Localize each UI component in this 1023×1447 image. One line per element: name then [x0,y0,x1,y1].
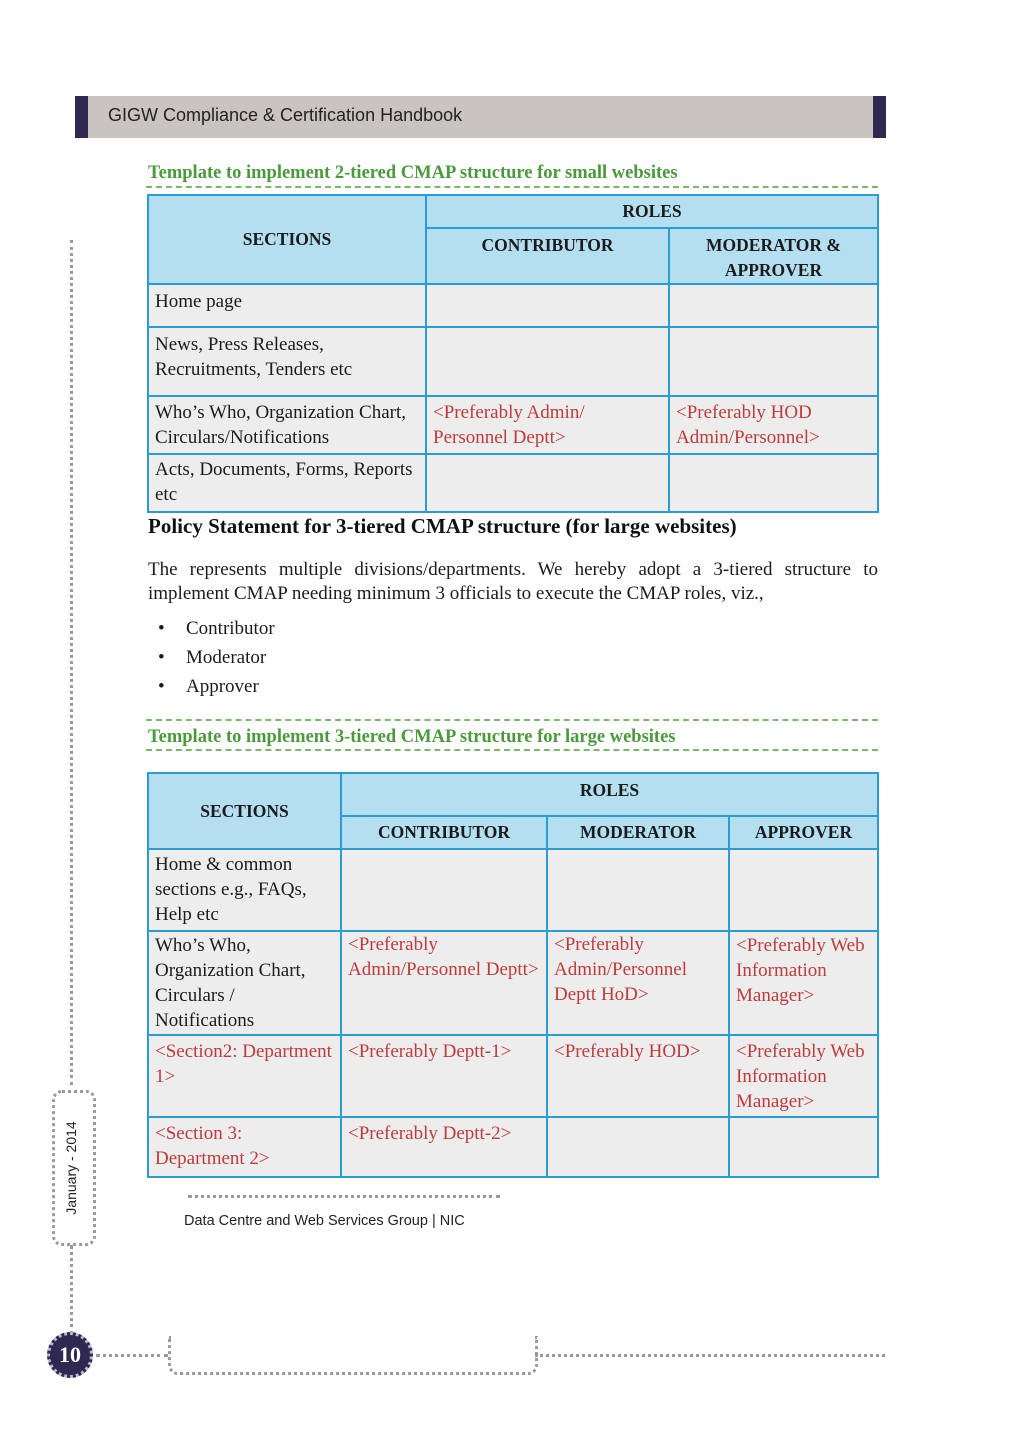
table2-heading-underline [146,749,878,751]
table-row [148,1117,878,1177]
table1-row2-moderator-approver [669,327,878,396]
table2-row4-moderator [547,1117,729,1177]
table1-heading-underline [146,186,878,188]
bullet-icon: • [158,618,165,639]
table1-roles-header: ROLES [426,195,878,228]
bullet-icon: • [158,647,165,668]
table1-row2-contributor [426,327,669,396]
table2-row3-contributor: <Preferably Deptt-1> [341,1035,547,1117]
table2-approver-header: APPROVER [729,816,878,849]
table-row [148,284,878,327]
bullet-text: Contributor [186,618,275,639]
table-row [148,1035,878,1117]
table1-row4-section: Acts, Documents, Forms, Reports etc [148,454,426,512]
table1-heading: Template to implement 2-tiered CMAP structure for small websites [148,163,678,183]
table2-roles-header: ROLES [341,773,878,816]
policy-title: Policy Statement for 3-tiered CMAP structure (for large websites) [148,514,737,538]
header-band [75,96,886,138]
table2-heading: Template to implement 3-tiered CMAP structure for large websites [148,727,676,747]
table1-moderator-approver-header: MODERATOR & APPROVER [669,228,878,284]
table-row [148,454,878,512]
bottom-dotted-rule-left [96,1354,168,1357]
header-left-cap [75,96,88,138]
date-label: January - 2014 [63,1121,79,1215]
table2-row2-moderator: <Preferably Admin/Personnel Deptt HoD> [547,931,729,1035]
page-header-title: GIGW Compliance & Certification Handbook [108,105,463,125]
bullet-text: Approver [186,676,259,697]
left-dotted-rule-lower [70,1245,73,1335]
table-row [148,849,878,931]
page-number-badge: 10 [47,1332,93,1378]
bottom-dotted-rule-right [535,1354,885,1357]
table-row [148,327,878,396]
table2-sections-header: SECTIONS [148,773,341,849]
table2-row4-section: <Section 3: Department 2> [148,1117,341,1177]
table-row [148,396,878,454]
table2-row3-approver: <Preferably Web Information Manager> [729,1035,878,1117]
table2-row2-contributor: <Preferably Admin/Personnel Deptt> [341,931,547,1035]
table1-row4-contributor [426,454,669,512]
footer-dotted-rule [188,1195,500,1198]
footer-text: Data Centre and Web Services Group | NIC [184,1213,465,1229]
policy-paragraph: The represents multiple divisions/departments. We hereby adopt a 3-tiered structure to implement CMAP needing minimum 3 officials to execute the CMAP roles, viz., [148,559,878,604]
table1-contributor-header: CONTRIBUTOR [426,228,669,284]
table-row [148,931,878,1035]
table1-row3-contributor: <Preferably Admin/ Personnel Deptt> [426,396,669,454]
table2-row2-approver: <Preferably Web Information Manager> [729,931,878,1035]
table1-sections-header: SECTIONS [148,195,426,284]
table1-2tier-cmap [147,194,879,513]
table1-row1-section: Home page [148,284,426,327]
list-item [158,643,275,672]
table2-row4-approver [729,1117,878,1177]
header-right-cap [873,96,886,138]
table1-row1-contributor [426,284,669,327]
bottom-dotted-frame [168,1336,538,1375]
table1-row4-moderator-approver [669,454,878,512]
table2-row2-section: Who’s Who, Organization Chart, Circulars / Notifications [148,931,341,1035]
table2-row1-contributor [341,849,547,931]
table1-row1-moderator-approver [669,284,878,327]
table1-row3-moderator-approver: <Preferably HOD Admin/Personnel> [669,396,878,454]
table2-row1-section: Home & common sections e.g., FAQs, Help etc [148,849,341,931]
table2-contributor-header: CONTRIBUTOR [341,816,547,849]
left-dotted-rule [70,240,73,1085]
table2-row3-section: <Section2: Department 1> [148,1035,341,1117]
table2-row4-contributor: <Preferably Deptt-2> [341,1117,547,1177]
table2-heading-overline [146,719,878,721]
table2-row1-approver [729,849,878,931]
table2-row1-moderator [547,849,729,931]
list-item [158,672,275,701]
bullet-icon: • [158,676,165,697]
table2-moderator-header: MODERATOR [547,816,729,849]
role-bullet-list [158,614,275,701]
table2-row3-moderator: <Preferably HOD> [547,1035,729,1117]
list-item [158,614,275,643]
table2-3tier-cmap [147,772,879,1178]
table1-row2-section: News, Press Releases, Recruitments, Tenders etc [148,327,426,396]
bullet-text: Moderator [186,647,267,668]
table1-row3-section: Who’s Who, Organization Chart, Circulars/Notifications [148,396,426,454]
